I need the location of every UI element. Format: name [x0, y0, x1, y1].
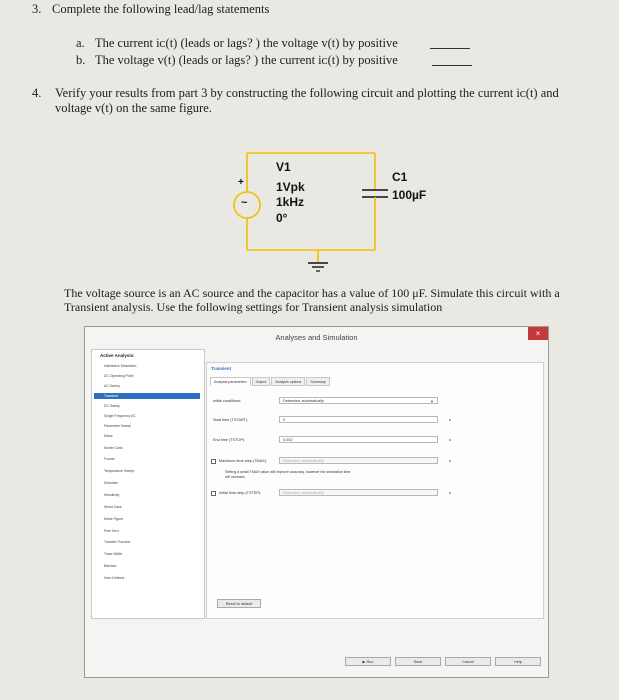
tree-item-trace-width[interactable]: Trace Width: [104, 552, 123, 556]
capacitor-value: 100µF: [392, 188, 427, 202]
q3-number: 3.: [32, 2, 42, 16]
tree-item-temp-sweep[interactable]: Temperature Sweep: [104, 469, 135, 473]
play-icon: ▶: [362, 660, 366, 664]
tmax-note-line1: Setting a small TMAX value will improve accuracy, however the simulation time: [225, 470, 351, 474]
tmax-checkbox[interactable]: [211, 459, 216, 464]
tree-item-interactive[interactable]: Interactive Simulation: [104, 364, 137, 368]
q3b-text: The voltage v(t) (leads or lags? ) the current iᴄ(t) by positive: [95, 53, 398, 67]
tmax-unit: s: [449, 459, 451, 463]
tree-item-batched[interactable]: Batched: [104, 564, 117, 568]
run-button[interactable]: [345, 657, 391, 666]
q4-line1: Verify your results from part 3 by constructing the following circuit and plotting the current iᴄ(t) and: [55, 86, 559, 100]
circuit-diagram: [220, 145, 420, 280]
tmax-note-line2: will increase.: [225, 475, 246, 479]
tstart-input[interactable]: 0: [279, 416, 438, 423]
transient-panel: [206, 362, 544, 619]
initial-conditions-value: Determine automatically: [283, 399, 324, 403]
tmax-label: Maximum time step (TMAX):: [219, 459, 268, 463]
q3a-letter: a.: [76, 36, 85, 50]
tab-analysis-parameters[interactable]: Analysis parameters: [210, 377, 251, 386]
q3-title: Complete the following lead/lag statements: [52, 2, 270, 16]
panel-title: Transient: [211, 366, 232, 371]
analyses-simulation-dialog: [84, 326, 549, 678]
source-plus-sign: +: [238, 177, 244, 188]
tab-output[interactable]: Output: [252, 377, 271, 386]
tree-item-transient[interactable]: Transient: [94, 393, 200, 399]
tree-item-monte-carlo[interactable]: Monte Carlo: [104, 446, 123, 450]
tstep-checkbox[interactable]: [211, 491, 216, 496]
reset-default-button[interactable]: Reset to default: [217, 599, 261, 608]
initial-conditions-select[interactable]: [279, 397, 438, 404]
tstep-unit: s: [449, 491, 451, 495]
tree-header: Active Analysis:: [100, 353, 135, 358]
run-label: Run: [366, 660, 374, 664]
source-frequency: 1kHz: [276, 195, 305, 209]
close-button[interactable]: ×: [528, 327, 548, 340]
tstop-unit: s: [449, 438, 451, 442]
help-button[interactable]: Help: [495, 657, 541, 666]
tstop-input[interactable]: 0.002: [279, 436, 438, 443]
source-name: V1: [276, 160, 291, 174]
tree-item-dc-sweep[interactable]: DC Sweep: [104, 404, 121, 408]
tree-item-distortion[interactable]: Distortion: [104, 481, 119, 485]
chevron-down-icon: ▼: [430, 399, 434, 404]
cancel-button[interactable]: Cancel: [445, 657, 491, 666]
settings-tabs: [210, 377, 331, 386]
tstop-label: End time (TSTOP):: [213, 438, 246, 442]
tstep-input[interactable]: Determine automatically: [279, 489, 438, 496]
save-button[interactable]: Save: [395, 657, 441, 666]
tab-summary[interactable]: Summary: [306, 377, 329, 386]
analysis-tree: [91, 349, 205, 619]
q4-number: 4.: [32, 86, 42, 100]
desc-line1: The voltage source is an AC source and the capacitor has a value of 100 μF. Simulate this circuit with a: [64, 286, 560, 300]
tree-item-single-freq[interactable]: Single Frequency AC: [104, 414, 136, 418]
dialog-title: Analyses and Simulation: [275, 333, 358, 342]
tree-item-ac-sweep[interactable]: AC Sweep: [104, 384, 121, 388]
q3b-letter: b.: [76, 53, 86, 67]
q3a-answer-blank[interactable]: [430, 36, 470, 54]
source-phase: 0°: [276, 211, 288, 225]
tree-item-param-sweep[interactable]: Parameter Sweep: [104, 424, 132, 428]
q3b-answer-blank[interactable]: [432, 53, 472, 71]
tmax-input[interactable]: Determine automatically: [279, 457, 438, 464]
desc-line2: Transient analysis. Use the following settings for Transient analysis simulation: [64, 300, 443, 314]
source-tilde-icon: ~: [241, 197, 248, 209]
initial-conditions-label: Initial conditions:: [213, 399, 242, 403]
tree-item-worst-case[interactable]: Worst Case: [104, 505, 122, 509]
q4-line2: voltage v(t) on the same figure.: [55, 101, 212, 115]
tree-item-noise[interactable]: Noise: [104, 434, 113, 438]
tree-item-transfer-fn[interactable]: Transfer Function: [104, 540, 131, 544]
tab-analysis-options[interactable]: Analysis options: [271, 377, 305, 386]
tstart-label: Start time (TSTART):: [213, 418, 249, 422]
tree-item-sensitivity[interactable]: Sensitivity: [104, 493, 120, 497]
tree-item-dc-op[interactable]: DC Operating Point: [104, 374, 134, 378]
tstart-unit: s: [449, 418, 451, 422]
source-amplitude: 1Vpk: [276, 180, 305, 194]
tree-item-user-defined[interactable]: User-Defined: [104, 576, 124, 580]
capacitor-name: C1: [392, 170, 408, 184]
tstep-label: Initial time step (TSTEP):: [219, 491, 262, 495]
tree-item-noise-figure[interactable]: Noise Figure: [104, 517, 124, 521]
q3a-text: The current iᴄ(t) (leads or lags? ) the voltage v(t) by positive: [95, 36, 398, 50]
tree-item-fourier[interactable]: Fourier: [104, 457, 115, 461]
tree-item-pole-zero[interactable]: Pole Zero: [104, 529, 119, 533]
